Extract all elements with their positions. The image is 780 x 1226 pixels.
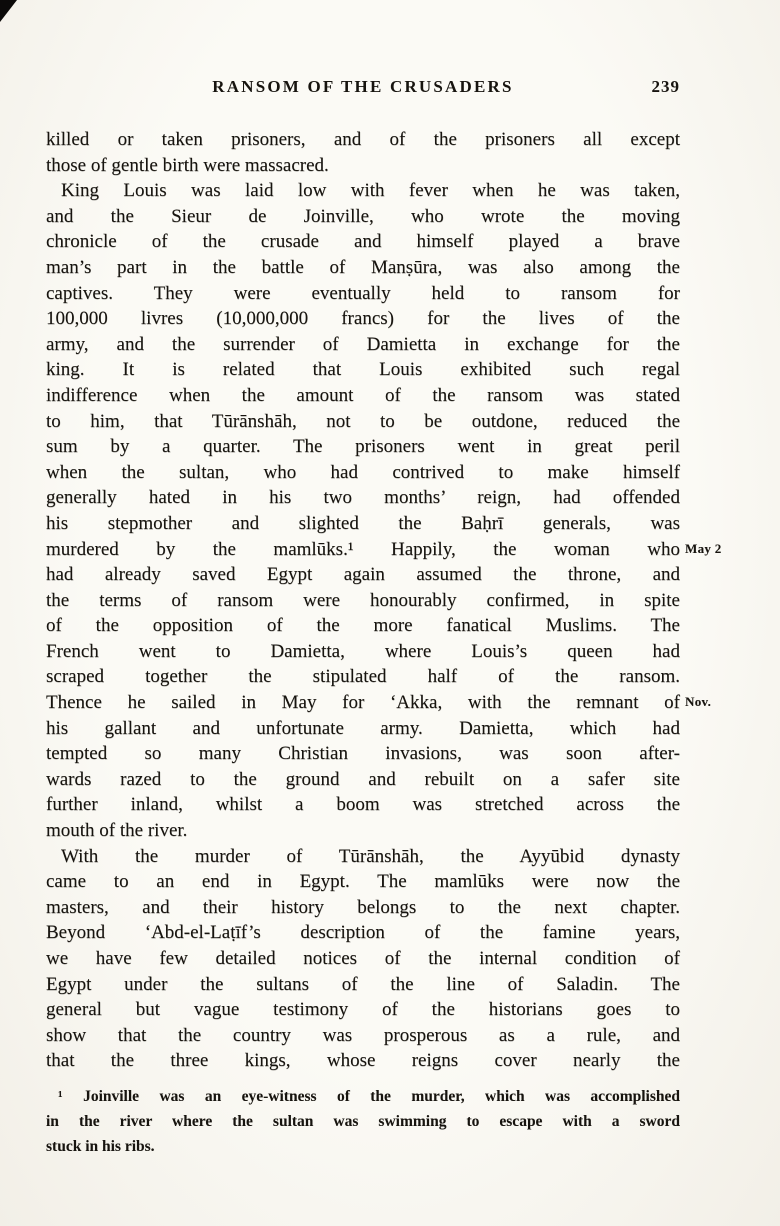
margin-note-date-may: May 2	[685, 541, 722, 556]
body-line: show that the country was prosperous as a rule, and	[46, 1024, 680, 1046]
body-line: tempted so many Christian invasions, was soon after-	[46, 743, 680, 765]
body-line: had already saved Egypt again assumed the throne, and	[46, 564, 680, 586]
body-line: Beyond ‘Abd-el-Laṭīf’s description of the famine years,	[46, 922, 680, 944]
body-line: King Louis was laid low with fever when he was taken,	[61, 180, 680, 202]
body-line: With the murder of Tūrānshāh, the Ayyūbid dynasty	[61, 845, 680, 867]
body-line: came to an end in Egypt. The mamlūks were now the	[46, 871, 680, 893]
body-text	[46, 127, 680, 1074]
body-line: army, and the surrender of Damietta in exchange for the	[46, 333, 680, 355]
body-line: king. It is related that Louis exhibited such regal	[46, 359, 680, 381]
body-line: mouth of the river.	[46, 820, 188, 842]
footnote-line: ¹ Joinville was an eye-witness of the murder, which was accomplished	[58, 1088, 680, 1105]
body-line: and the Sieur de Joinville, who wrote the moving	[46, 205, 680, 227]
body-line: indifference when the amount of the ransom was stated	[46, 384, 680, 406]
body-line: masters, and their history belongs to the next chapter.	[46, 896, 680, 918]
scan-artifact-corner	[0, 0, 17, 22]
body-line: French went to Damietta, where Louis’s queen had	[46, 640, 680, 662]
body-line: general but vague testimony of the historians goes to	[46, 999, 680, 1021]
body-line: his gallant and unfortunate army. Damietta, which had	[46, 717, 680, 739]
footnote-line: in the river where the sultan was swimming to escape with a sword	[46, 1113, 680, 1130]
body-line: when the sultan, who had contrived to make himself	[46, 461, 680, 483]
body-line: to him, that Tūrānshāh, not to be outdone, reduced the	[46, 410, 680, 432]
body-line: Egypt under the sultans of the line of Saladin. The	[46, 973, 680, 995]
body-line: 100,000 livres (10,000,000 francs) for the lives of the	[46, 308, 680, 330]
page-number: 239	[651, 77, 680, 96]
body-line: we have few detailed notices of the internal condition of	[46, 948, 680, 969]
page-title: RANSOM OF THE CRUSADERS	[212, 77, 514, 96]
body-line: murdered by the mamlūks.¹ Happily, the woman who	[46, 538, 680, 560]
body-line: captives. They were eventually held to ransom for	[46, 282, 680, 304]
body-line: wards razed to the ground and rebuilt on a safer site	[46, 768, 680, 790]
body-line: generally hated in his two months’ reign, had offended	[46, 487, 680, 509]
body-line: sum by a quarter. The prisoners went in great peril	[46, 436, 680, 458]
running-header	[46, 77, 680, 97]
body-line: Thence he sailed in May for ‘Akka, with the remnant of	[46, 692, 680, 714]
body-line: the terms of ransom were honourably confirmed, in spite	[46, 589, 680, 611]
body-line: chronicle of the crusade and himself played a brave	[46, 231, 680, 253]
body-line: further inland, whilst a boom was stretched across the	[46, 794, 680, 816]
body-line: those of gentle birth were massacred.	[46, 154, 329, 176]
footnote-line: stuck in his ribs.	[46, 1138, 155, 1155]
body-line: killed or taken prisoners, and of the prisoners all except	[46, 129, 680, 150]
margin-note-date-nov: Nov.	[685, 694, 712, 709]
body-line: man’s part in the battle of Manṣūra, was also among the	[46, 256, 680, 278]
body-line: scraped together the stipulated half of the ransom.	[46, 666, 680, 688]
body-line: his stepmother and slighted the Baḥrī generals, was	[46, 512, 680, 534]
body-line: of the opposition of the more fanatical Muslims. The	[46, 615, 680, 637]
footnote	[46, 1084, 680, 1159]
body-line: that the three kings, whose reigns cover nearly the	[46, 1050, 680, 1072]
